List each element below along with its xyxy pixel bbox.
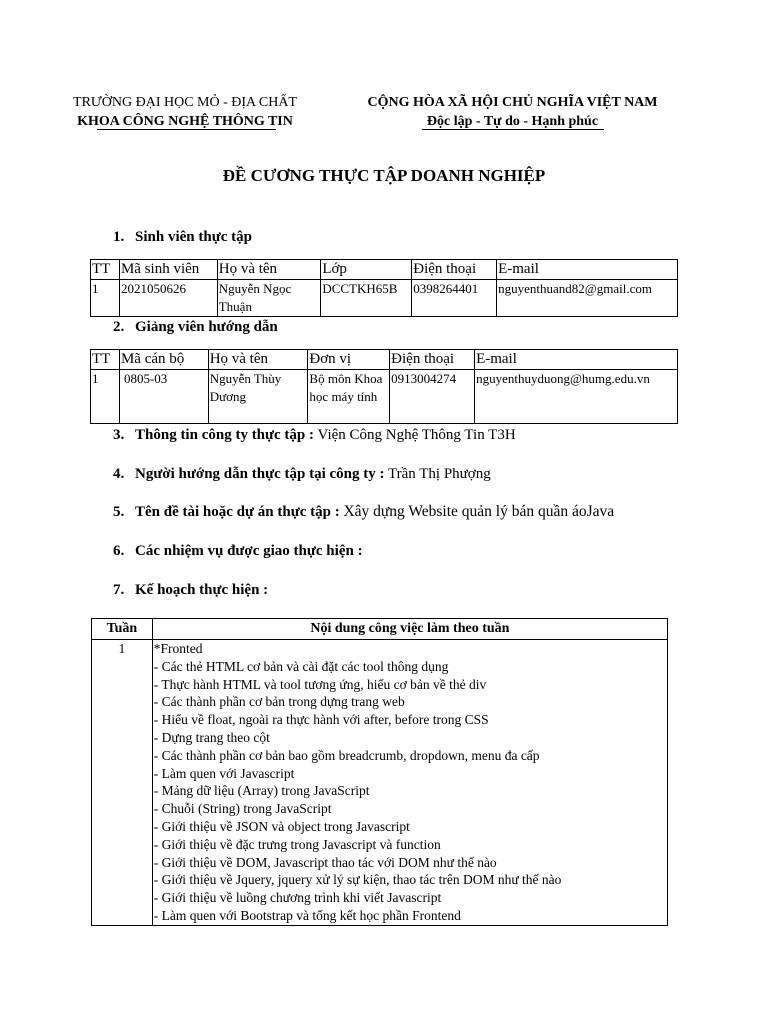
lecturer-phone: 0913004274	[390, 370, 475, 424]
supervisor-name: Trần Thị Phượng	[387, 466, 491, 482]
header-cell: Đơn vị	[308, 350, 390, 370]
list-item: - Giới thiệu về DOM, Javascript thao tác với DOM như thế nào	[153, 854, 497, 870]
university-name: TRƯỜNG ĐẠI HỌC MỎ - ĐỊA CHẤT	[73, 95, 297, 110]
section-3-company: 3. Thông tin công ty thực tập : Viện Công Nghệ Thông Tin T3H	[113, 427, 516, 443]
student-phone: 0398264401	[412, 280, 497, 317]
faculty-underline	[97, 129, 276, 130]
list-item: - Làm quen với Bootstrap và tổng kết học phần Frontend	[153, 907, 461, 923]
list-item: - Các thành phần cơ bản bao gồm breadcrumb, dropdown, menu đa cấp	[153, 747, 540, 763]
national-motto: Độc lập - Tự do - Hạnh phúc	[426, 114, 599, 129]
project-name: Xây dựng Website quản lý bán quần áoJava	[343, 503, 615, 520]
section-6-tasks: 6. Các nhiệm vụ được giao thực hiện :	[113, 543, 363, 559]
list-item: - Làm quen với Javascript	[153, 765, 295, 781]
table-row	[92, 640, 668, 926]
table-row	[91, 280, 678, 317]
list-item: - Giới thiệu về JSON và object trong Javascript	[153, 818, 410, 834]
list-item: - Giới thiệu về đặc trưng trong Javascript và function	[153, 836, 441, 852]
table-header-row	[91, 260, 678, 280]
country-name: CỘNG HÒA XÃ HỘI CHỦ NGHĨA VIỆT NAM	[367, 95, 658, 110]
content-header: Nội dung công việc làm theo tuần	[152, 619, 667, 640]
student-id: 2021050626	[119, 280, 217, 317]
list-item: - Hiểu về float, ngoài ra thực hành với after, before trong CSS	[153, 712, 489, 728]
week-number: 1	[92, 640, 153, 926]
student-class: DCCTKH65B	[321, 280, 412, 317]
lecturer-table	[90, 349, 678, 424]
table-header-row	[92, 619, 668, 640]
header-cell: Lớp	[321, 260, 412, 280]
header-cell: Mã cán bộ	[119, 350, 208, 370]
student-table	[90, 259, 678, 317]
lecturer-email: nguyenthuyduong@humg.edu.vn	[475, 370, 678, 424]
header-cell: Điện thoại	[412, 260, 497, 280]
header-cell: Họ và tên	[208, 350, 308, 370]
school-header	[40, 93, 330, 131]
lecturer-id: 0805-03	[119, 370, 208, 424]
national-header	[345, 93, 680, 131]
lecturer-index: 1	[91, 370, 120, 424]
list-item: *Fronted	[153, 641, 203, 656]
list-item: - Chuỗi (String) trong JavaScript	[153, 801, 332, 817]
table-header-row	[91, 350, 678, 370]
student-index: 1	[91, 280, 120, 317]
list-item: - Các thành phần cơ bản trong dựng trang web	[153, 694, 405, 710]
company-name: Viện Công Nghệ Thông Tin T3H	[317, 427, 516, 443]
week-header: Tuần	[92, 619, 153, 640]
list-item: - Mảng dữ liệu (Array) trong JavaScript	[153, 783, 370, 799]
lecturer-unit: Bộ môn Khoa học máy tính	[308, 370, 390, 424]
header-cell: TT	[91, 260, 120, 280]
header-cell: TT	[91, 350, 120, 370]
list-item: - Giới thiệu về Jquery, jquery xử lý sự kiện, thao tác trên DOM như thế nào	[153, 872, 562, 888]
header-cell: Họ và tên	[217, 260, 321, 280]
table-row	[91, 370, 678, 424]
section-4-supervisor: 4. Người hướng dẫn thực tập tại công ty : Trần Thị Phượng	[113, 466, 491, 482]
section-2-heading: 2. Giảng viên hướng dẫn	[113, 319, 278, 335]
faculty-name: KHOA CÔNG NGHỆ THÔNG TIN	[77, 114, 293, 129]
list-item: - Dựng trang theo cột	[153, 729, 270, 745]
student-name: Nguyễn Ngọc Thuận	[217, 280, 321, 317]
document-title: ĐỀ CƯƠNG THỰC TẬP DOANH NGHIỆP	[222, 166, 546, 185]
list-item: - Các thẻ HTML cơ bản và cài đặt các tool thông dụng	[153, 658, 449, 674]
header-cell: E-mail	[475, 350, 678, 370]
section-7-plan: 7. Kế hoạch thực hiện :	[113, 582, 269, 598]
section-1-heading: 1. Sinh viên thực tập	[113, 229, 252, 245]
header-cell: Mã sinh viên	[119, 260, 217, 280]
student-email: nguyenthuand82@gmail.com	[497, 280, 678, 317]
list-item: - Thực hành HTML và tool tương ứng, hiểu cơ bản về thẻ div	[153, 676, 487, 692]
section-5-project: 5. Tên đề tài hoặc dự án thực tập : Xây dựng Website quản lý bán quần áoJava	[113, 503, 615, 520]
header-cell: Điện thoại	[390, 350, 475, 370]
header-cell: E-mail	[497, 260, 678, 280]
motto-underline	[422, 129, 604, 130]
lecturer-name: Nguyễn Thùy Dương	[208, 370, 308, 424]
list-item: - Giới thiệu về luồng chương trình khi viết Javascript	[153, 890, 442, 906]
week-tasks	[152, 640, 667, 926]
plan-table	[91, 618, 668, 926]
